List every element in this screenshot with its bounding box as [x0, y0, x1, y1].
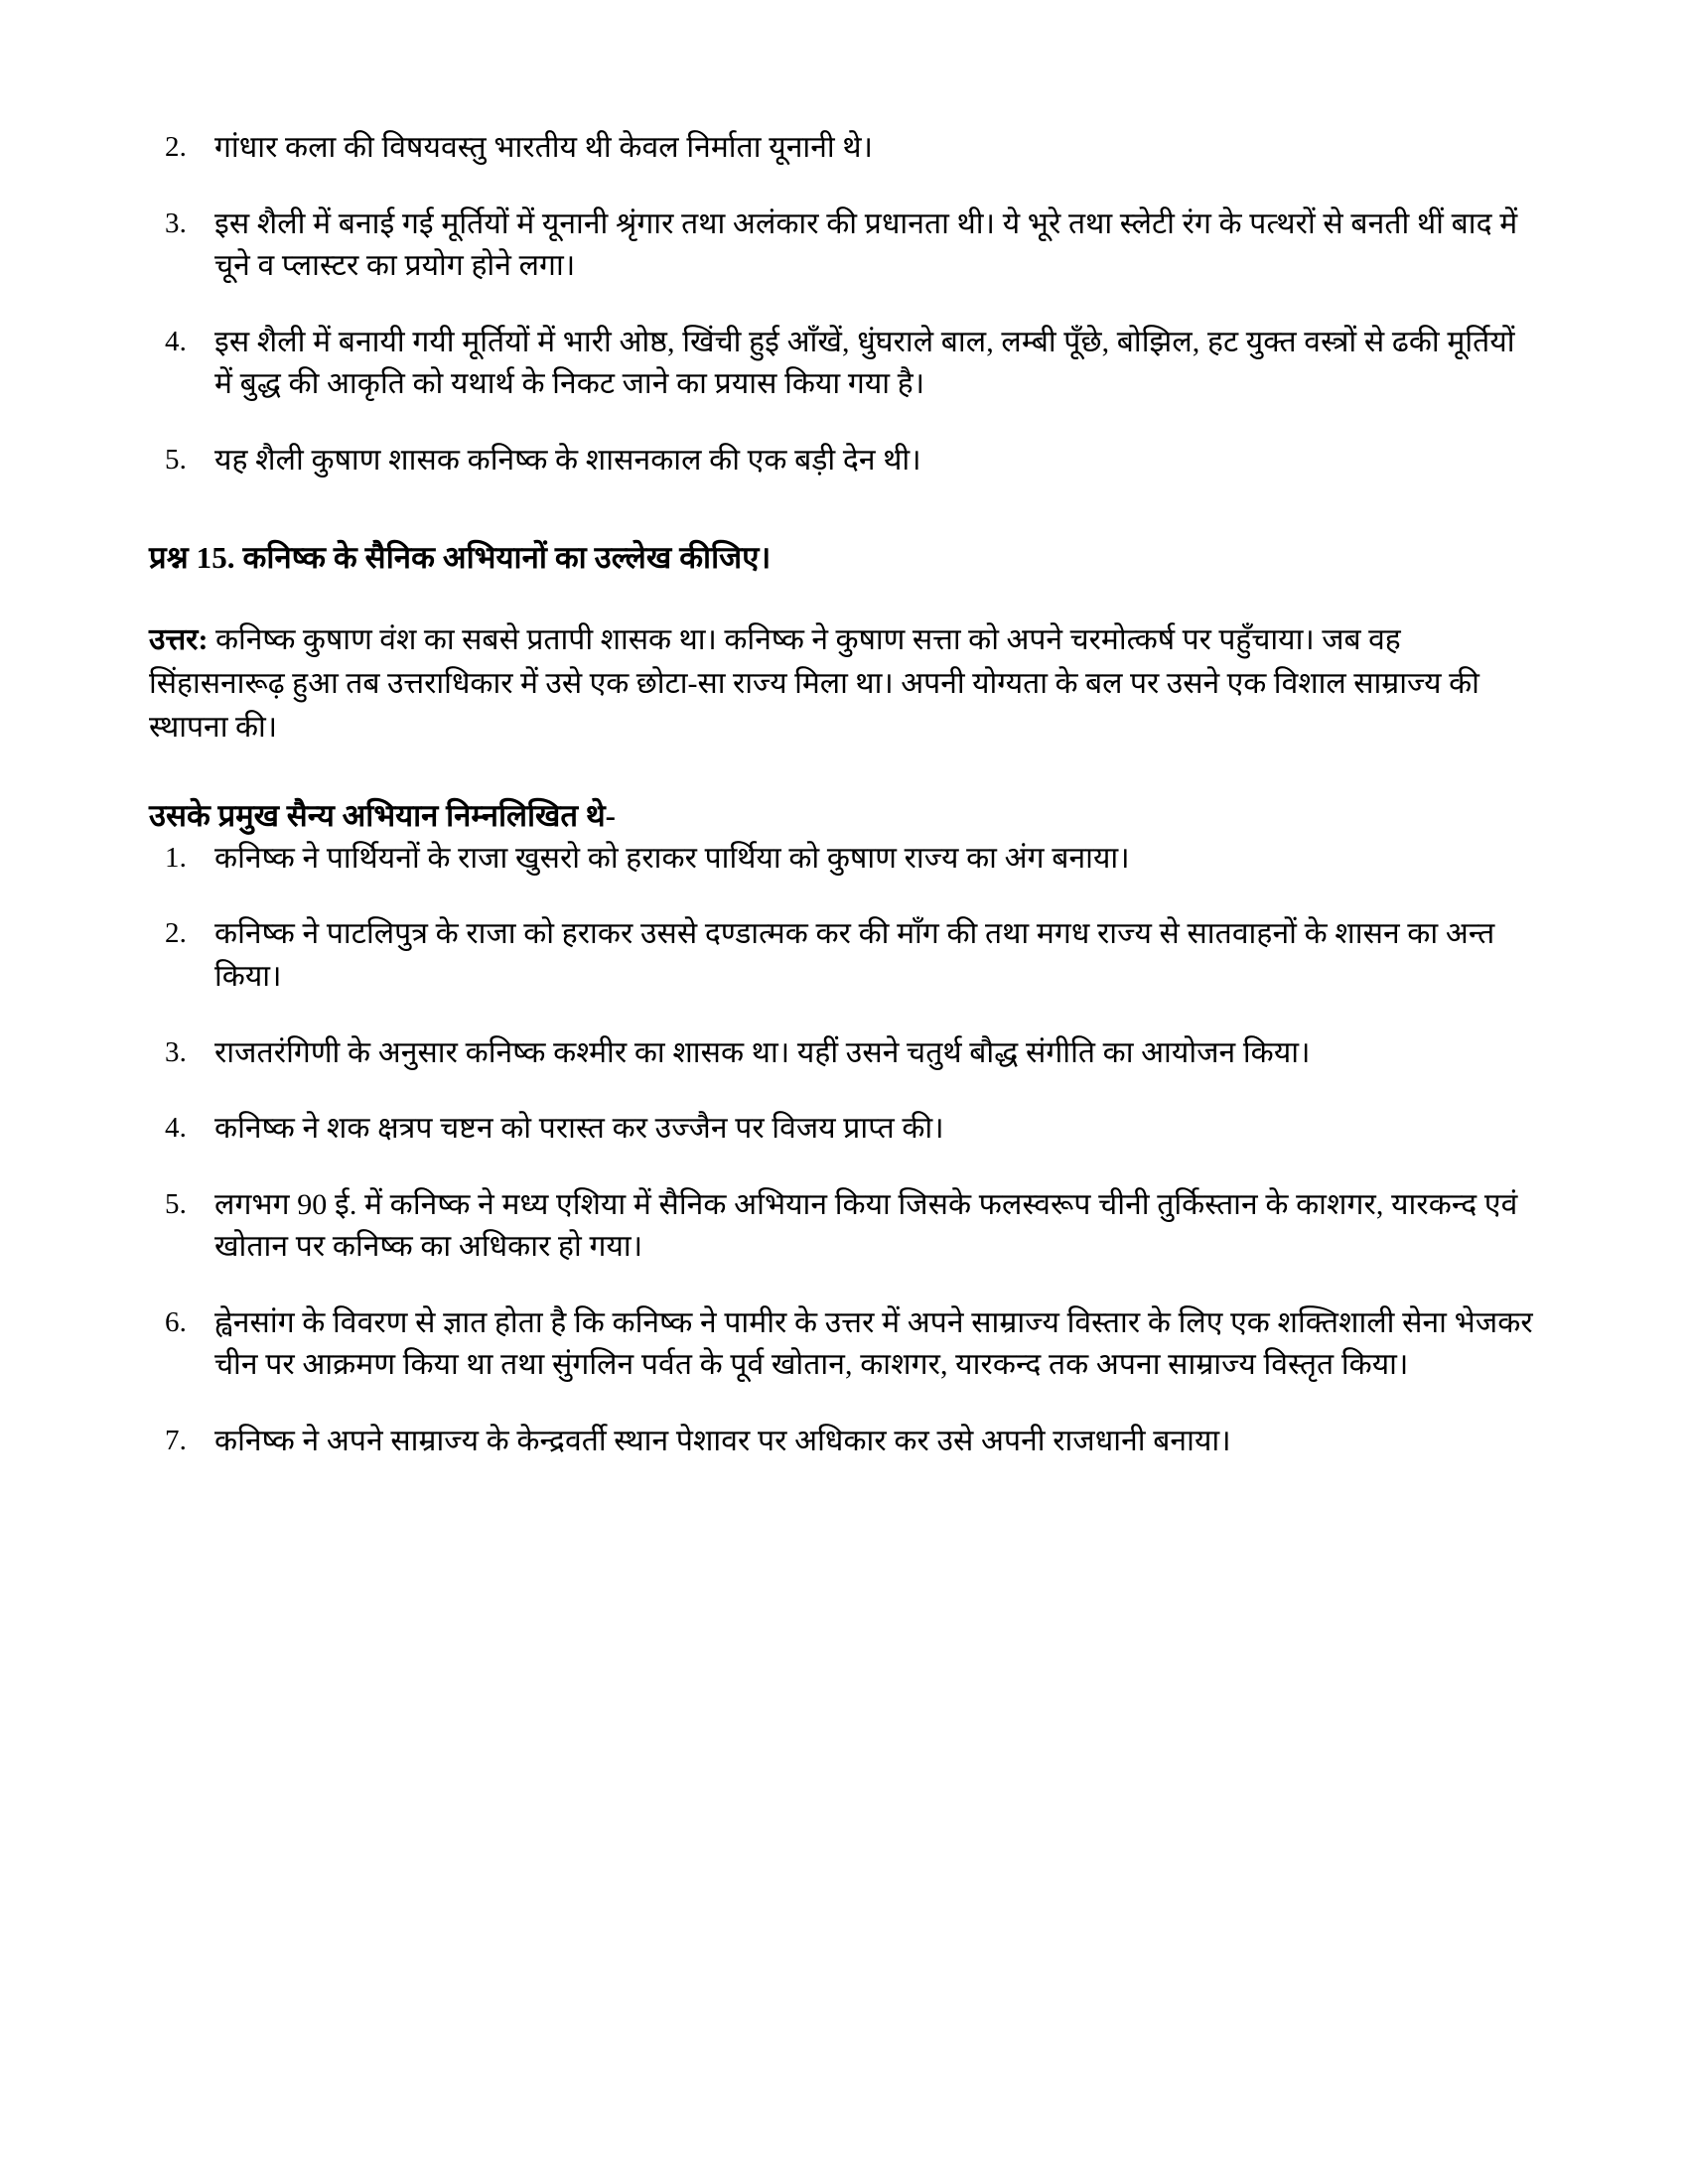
- page-bottom-whitespace: [149, 1463, 1539, 1761]
- list-marker: 5.: [165, 443, 187, 476]
- list-item: [149, 1421, 1539, 1463]
- list-marker: 3.: [165, 206, 187, 239]
- list-item: [149, 913, 1539, 998]
- list-marker: 4.: [165, 1112, 187, 1145]
- list-item: [149, 838, 1539, 881]
- list-marker: 3.: [165, 1035, 187, 1068]
- question-heading: प्रश्न 15. कनिष्क के सैनिक अभियानों का उल्लेख कीजिए।: [149, 539, 772, 575]
- list-item: [149, 1108, 1539, 1151]
- list-item-text: कनिष्क ने पार्थियनों के राजा खुसरो को हराकर पार्थिया को कुषाण राज्य का अंग बनाया।: [214, 841, 1130, 875]
- list-item: [149, 1032, 1539, 1075]
- list-item: [149, 1184, 1539, 1269]
- list-marker: 5.: [165, 1187, 187, 1220]
- list-item-text: कनिष्क ने शक क्षत्रप चष्टन को परास्त कर उज्जैन पर विजय प्राप्त की।: [214, 1112, 944, 1146]
- list-item: [149, 1302, 1539, 1387]
- list-item-text: इस शैली में बनाई गई मूर्तियों में यूनानी श्रृंगार तथा अलंकार की प्रधानता थी। ये भूरे तथा स्लेटी रंग के पत्थरों से बनती थीं बाद में चूने व प्लास्टर का प्रयोग होने लगा।: [214, 206, 1518, 283]
- answer-text: कनिष्क कुषाण वंश का सबसे प्रतापी शासक था। कनिष्क ने कुषाण सत्ता को अपने चरमोत्कर्ष पर पहुँचाया। जब वह सिंहासनारूढ़ हुआ तब उत्तराधिकार में उसे एक छोटा-सा राज्य मिला था। अपनी योग्यता के बल पर उसने एक विशाल साम्राज्य की स्थापना की।: [149, 622, 1479, 744]
- list-item-text: इस शैली में बनायी गयी मूर्तियों में भारी ओष्ठ, खिंची हुई आँखें, धुंघराले बाल, लम्बी पूँछे, बोझिल, हट युक्त वस्त्रों से ढकी मूर्तियों में बुद्ध की आकृति को यथार्थ के निकट जाने का प्रयास किया गया है।: [214, 325, 1515, 401]
- list-item: [149, 322, 1539, 406]
- list-item-text: लगभग 90 ई. में कनिष्क ने मध्य एशिया में सैनिक अभियान किया जिसके फलस्वरूप चीनी तुर्किस्तान के काशगर, यारकन्द एवं खोतान पर कनिष्क का अधिकार हो गया।: [214, 1187, 1518, 1264]
- list-marker: 2.: [165, 917, 187, 950]
- answer-label: उत्तर:: [149, 622, 209, 656]
- campaign-points-list: [149, 838, 1539, 1463]
- list-item-text: ह्वेनसांग के विवरण से ज्ञात होता है कि कनिष्क ने पामीर के उत्तर में अपने साम्राज्य विस्तार के लिए एक शक्तिशाली सेना भेजकर चीन पर आक्रमण किया था तथा सुंगलिन पर्वत के पूर्व खोतान, काशगर, यारकन्द तक अपना साम्राज्य विस्तृत किया।: [214, 1305, 1533, 1382]
- list-item: [149, 127, 1539, 170]
- list-marker: 7.: [165, 1425, 187, 1457]
- list-item-text: कनिष्क ने पाटलिपुत्र के राजा को हराकर उससे दण्डात्मक कर की माँग की तथा मगध राज्य से सातवाहनों के शासन का अन्त किया।: [214, 917, 1495, 993]
- list-item-text: यह शैली कुषाण शासक कनिष्क के शासनकाल की एक बड़ी देन थी।: [214, 443, 921, 477]
- answer-paragraph: [149, 618, 1539, 749]
- list-marker: 2.: [165, 131, 187, 163]
- list-marker: 6.: [165, 1305, 187, 1338]
- list-item-text: कनिष्क ने अपने साम्राज्य के केन्द्रवर्ती स्थान पेशावर पर अधिकार कर उसे अपनी राजधानी बनाया।: [214, 1425, 1231, 1458]
- list-item: [149, 204, 1539, 288]
- list-item-text: गांधार कला की विषयवस्तु भारतीय थी केवल निर्माता यूनानी थे।: [214, 131, 874, 164]
- gandhara-points-list: [149, 127, 1539, 482]
- campaigns-sub-heading: उसके प्रमुख सैन्य अभियान निम्नलिखित थे-: [149, 798, 616, 834]
- list-item: [149, 440, 1539, 482]
- list-marker: 4.: [165, 325, 187, 357]
- list-item-text: राजतरंगिणी के अनुसार कनिष्क कश्मीर का शासक था। यहीं उसने चतुर्थ बौद्ध संगीति का आयोजन किया।: [214, 1035, 1311, 1069]
- list-marker: 1.: [165, 841, 187, 874]
- document-content: [149, 127, 1539, 1761]
